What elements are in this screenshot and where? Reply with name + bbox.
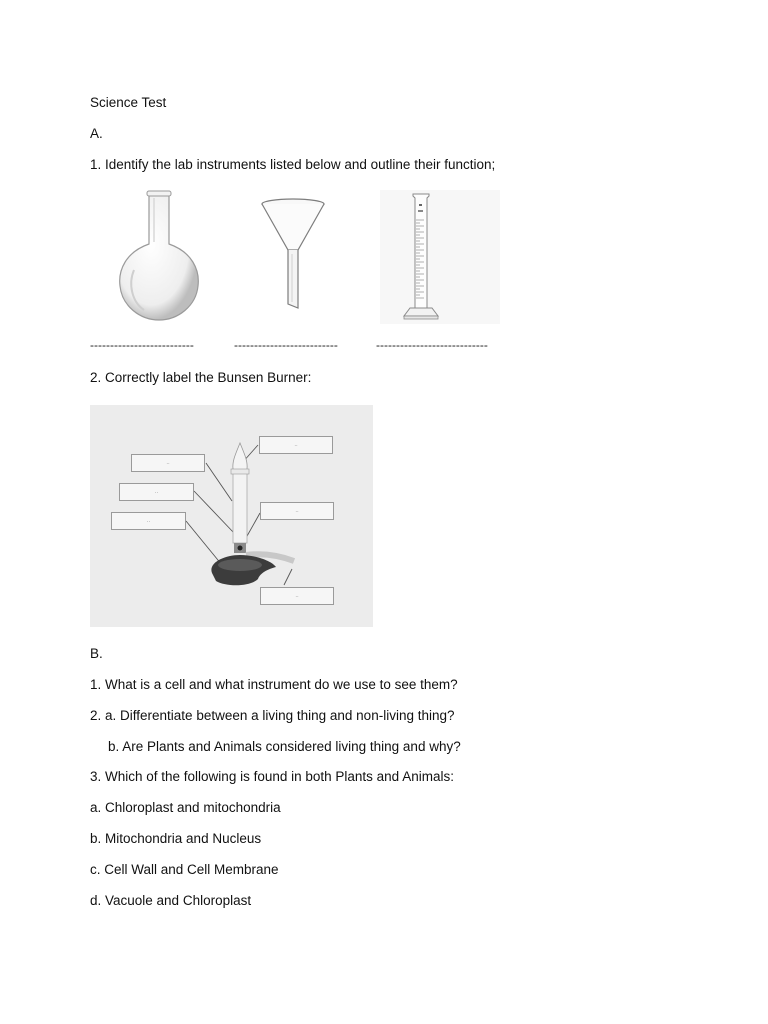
test-title: Science Test (90, 95, 167, 110)
section-a-heading: A. (90, 126, 103, 141)
instrument-answer-blanks (90, 338, 520, 354)
question-b1: 1. What is a cell and what instrument do we use to see them? (90, 677, 458, 692)
label-box-right-middle[interactable]: .. (260, 502, 334, 520)
label-box-left-1[interactable]: .. (131, 454, 205, 472)
answer-blank-1[interactable]: -------------------------- (90, 338, 194, 352)
answer-blank-3[interactable]: ---------------------------- (376, 338, 488, 352)
section-b-heading: B. (90, 646, 103, 661)
question-b2a: 2. a. Differentiate between a living thing and non-living thing? (90, 708, 455, 723)
label-box-bottom-right[interactable]: .. (260, 587, 334, 605)
question-a1: 1. Identify the lab instruments listed below and outline their function; (90, 157, 496, 172)
answer-blank-2[interactable]: -------------------------- (234, 338, 338, 352)
option-b: b. Mitochondria and Nucleus (90, 831, 262, 846)
question-a2: 2. Correctly label the Bunsen Burner: (90, 370, 312, 385)
question-b3: 3. Which of the following is found in both Plants and Animals: (90, 769, 454, 784)
funnel-icon (258, 196, 328, 312)
label-box-top-right[interactable]: .. (259, 436, 333, 454)
option-a: a. Chloroplast and mitochondria (90, 800, 281, 815)
bunsen-burner-diagram (90, 405, 373, 627)
lab-instruments (100, 188, 500, 328)
option-c: c. Cell Wall and Cell Membrane (90, 862, 279, 877)
round-bottom-flask-icon (114, 188, 204, 324)
label-box-left-3[interactable]: .. (111, 512, 186, 530)
question-b2b: b. Are Plants and Animals considered living thing and why? (108, 739, 461, 754)
option-d: d. Vacuole and Chloroplast (90, 893, 252, 908)
graduated-cylinder-icon (380, 190, 500, 324)
label-box-left-2[interactable]: .. (119, 483, 194, 501)
